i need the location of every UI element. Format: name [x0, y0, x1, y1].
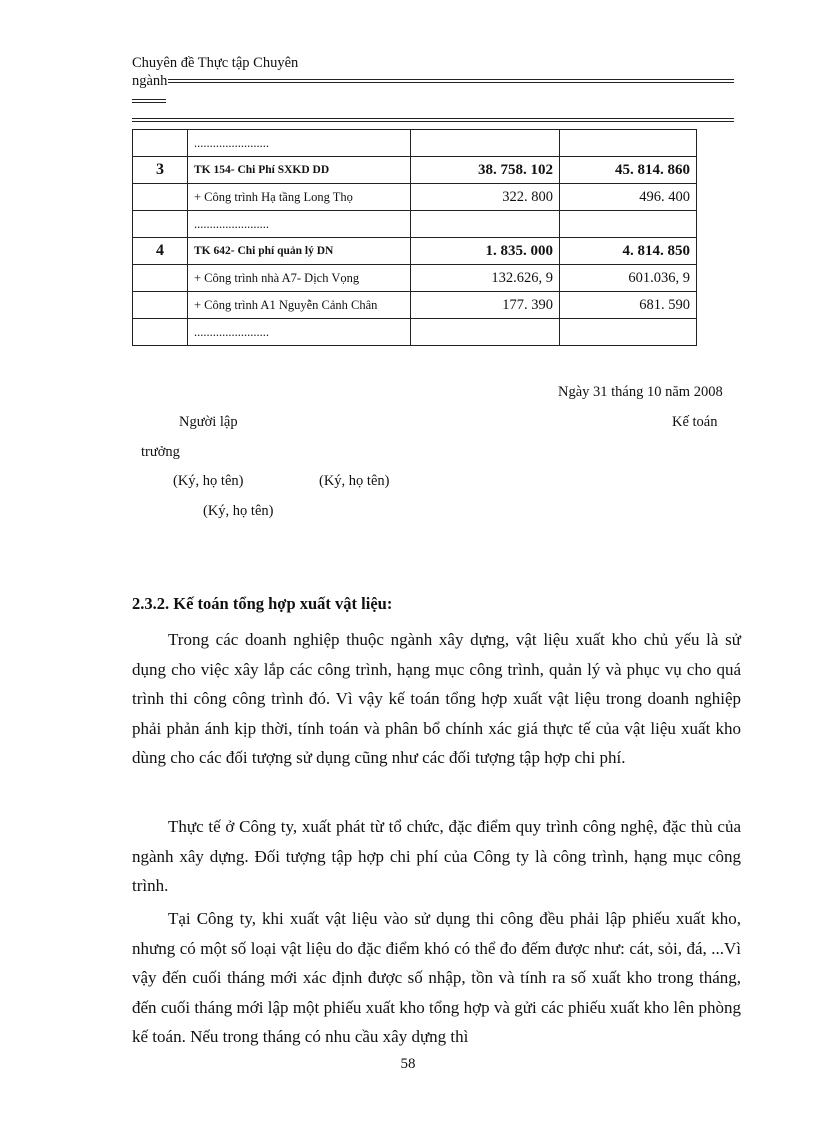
value-column-2-cell: 4. 814. 850: [560, 238, 697, 265]
row-number-cell: [133, 265, 188, 292]
signature-chief: trưởng: [141, 444, 180, 460]
signature-date: Ngày 31 tháng 10 năm 2008: [558, 384, 723, 400]
row-number-cell: [133, 130, 188, 157]
table-row: [133, 157, 697, 184]
table-row: [133, 130, 697, 157]
table-row: [133, 211, 697, 238]
paragraph-1: Trong các doanh nghiệp thuộc ngành xây dựng, vật liệu xuất kho chủ yếu là sử dụng cho việc xây lắp các công trình, hạng mục công trình, quản lý và phục vụ cho quá trình thi công công trình đó. Vì vậy kế toán tổng hợp xuất vật liệu trong doanh nghiệp phải phản ánh kịp thời, tính toán và phân bổ chính xác giá thực tế của vật liệu xuất kho dùng cho các đối tượng sử dụng cũng như các đối tượng tập hợp chi phí.: [132, 630, 741, 768]
value-column-1-cell: 177. 390: [411, 292, 560, 319]
row-number-cell: [133, 211, 188, 238]
row-number-cell: [133, 292, 188, 319]
value-column-2-cell: 681. 590: [560, 292, 697, 319]
row-number-cell: [133, 184, 188, 211]
value-column-1-cell: [411, 319, 560, 346]
value-column-1-cell: 322. 800: [411, 184, 560, 211]
paragraph-2: Thực tế ở Công ty, xuất phát từ tổ chức, đặc điểm quy trình công nghệ, đặc thù của ngành xây dựng. Đối tượng tập hợp chi phí của Công ty là công trình, hạng mục công trình.: [132, 817, 741, 896]
signature-preparer: Người lập: [179, 414, 238, 430]
value-column-2-cell: 496. 400: [560, 184, 697, 211]
table-row: [133, 319, 697, 346]
row-number-cell: 4: [133, 238, 188, 265]
account-description-cell: ........................: [188, 319, 411, 346]
value-column-2-cell: [560, 211, 697, 238]
row-number-cell: [133, 319, 188, 346]
signature-sign-2: (Ký, họ tên): [319, 473, 390, 489]
section-title: 2.3.2. Kế toán tổng hợp xuất vật liệu:: [132, 594, 393, 613]
table-row: [133, 238, 697, 265]
signature-accountant: Kế toán: [672, 414, 718, 430]
account-description-cell: ........................: [188, 211, 411, 238]
table-row: [133, 292, 697, 319]
value-column-2-cell: 601.036, 9: [560, 265, 697, 292]
header-title-line1: Chuyên đề Thực tập Chuyên: [132, 55, 299, 71]
account-description-cell: + Công trình Hạ tầng Long Thọ: [188, 184, 411, 211]
value-column-1-cell: [411, 211, 560, 238]
header-title-line2: ngành: [132, 73, 168, 89]
account-description-cell: ........................: [188, 130, 411, 157]
value-column-1-cell: 38. 758. 102: [411, 157, 560, 184]
header-title: [132, 54, 298, 72]
account-description-cell: + Công trình A1 Nguyễn Cảnh Chân: [188, 292, 411, 319]
header-rule-right: [168, 79, 734, 83]
signature-sign-3: (Ký, họ tên): [203, 503, 274, 519]
value-column-2-cell: [560, 130, 697, 157]
value-column-2-cell: 45. 814. 860: [560, 157, 697, 184]
value-column-2-cell: [560, 319, 697, 346]
ledger-table: [132, 129, 697, 346]
value-column-1-cell: [411, 130, 560, 157]
value-column-1-cell: 1. 835. 000: [411, 238, 560, 265]
account-description-cell: TK 154- Chi Phí SXKD DD: [188, 157, 411, 184]
table-row: [133, 265, 697, 292]
page-number: 58: [400, 1056, 416, 1072]
table-row: [133, 184, 697, 211]
account-description-cell: + Công trình nhà A7- Dịch Vọng: [188, 265, 411, 292]
signature-sign-1: (Ký, họ tên): [173, 473, 244, 489]
header-rule-short: [132, 99, 166, 103]
paragraph-3: Tại Công ty, khi xuất vật liệu vào sử dụng thi công đều phải lập phiếu xuất kho, nhưng có một số loại vật liệu do đặc điểm khó có thể đo đếm được như: cát, sỏi, đá, ...Vì vậy đến cuối tháng mới xác định được số nhập, tồn và tính ra số xuất kho trong tháng, đến cuối tháng mới lập một phiếu xuất kho tổng hợp và gửi các phiếu xuất kho lên phòng kế toán. Nếu trong tháng có nhu cầu xây dựng thì: [132, 909, 741, 1047]
header-rule-full: [132, 118, 734, 122]
value-column-1-cell: 132.626, 9: [411, 265, 560, 292]
row-number-cell: 3: [133, 157, 188, 184]
account-description-cell: TK 642- Chi phí quản lý DN: [188, 238, 411, 265]
